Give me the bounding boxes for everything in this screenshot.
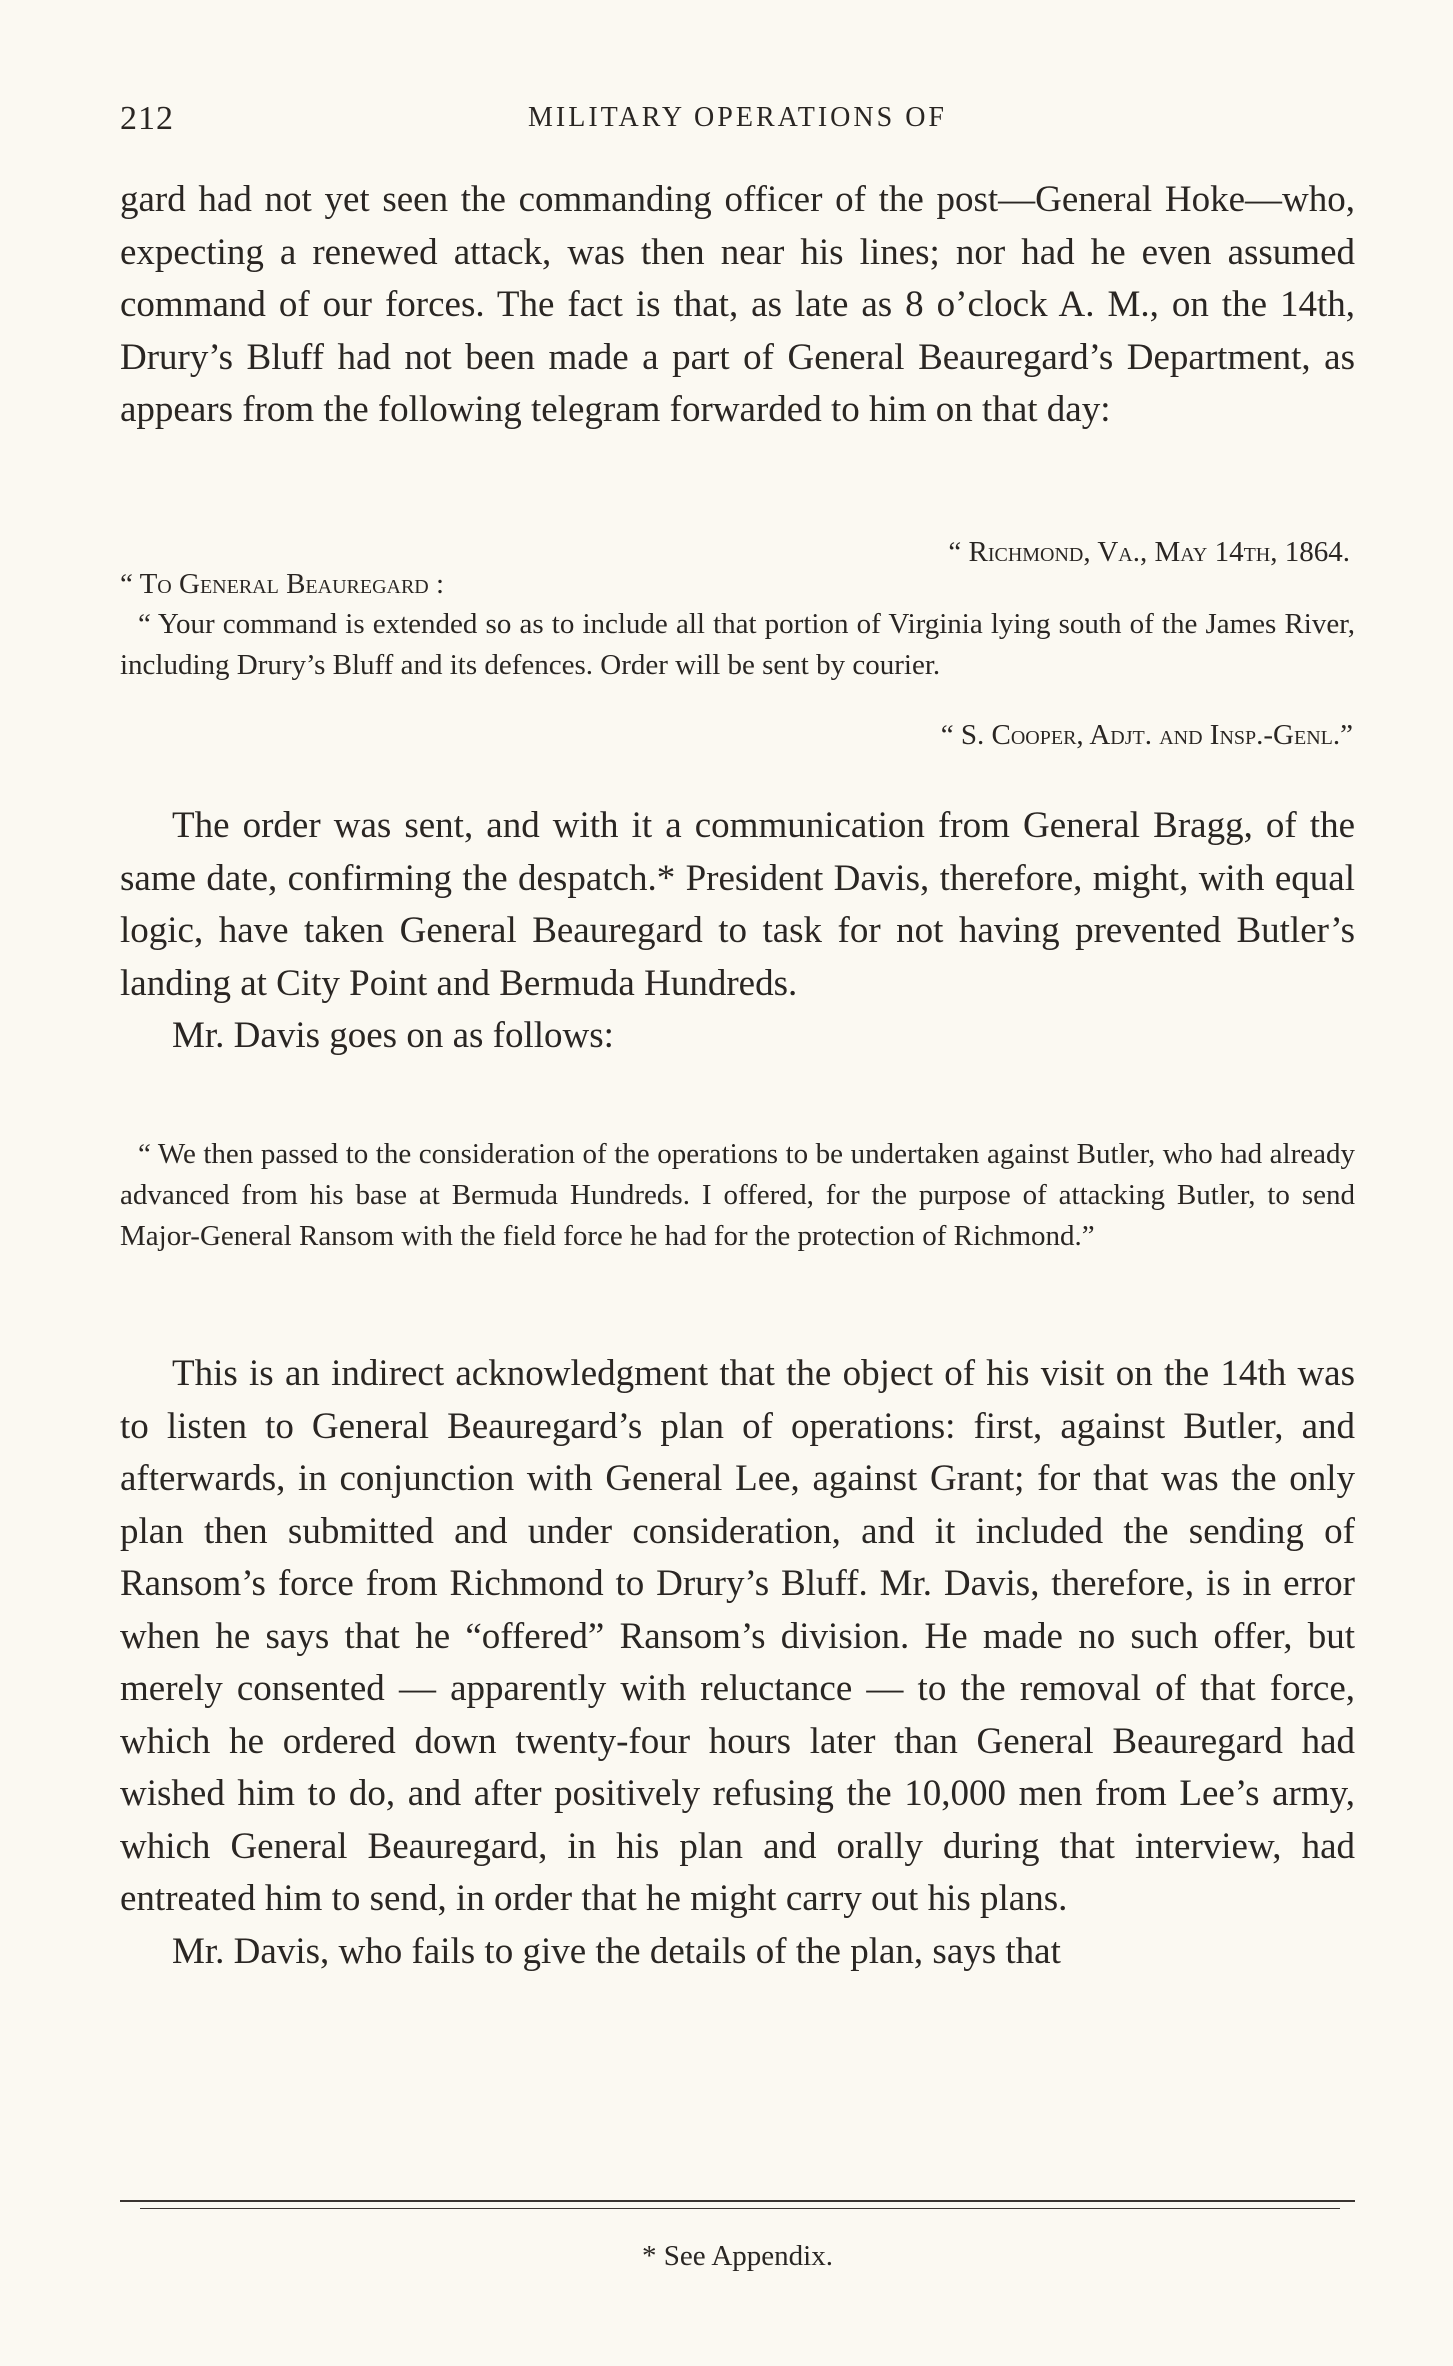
paragraph-text: This is an indirect acknowledgment that the object of his visit on the 14th was to listen to General Beauregard’s plan of operations: first, against Butler, and afterwards, in conjunction with General Lee, against Grant; for that was the only plan then submitted and under consideration, and it included the sending of Ransom’s force from Richmond to Drury’s Bluff. Mr. Davis, therefore, is in error when he says that he “offered” Ransom’s division. He made no such offer, but merely consented — apparently with reluctance — to the removal of that force, which he ordered down twenty-four hours later than General Beauregard had wished him to do, and after positively refusing the 10,000 men from Lee’s army, which General Beauregard, in his plan and orally during that interview, had entreated him to send, in order that he might carry out his plans. bbox=[120, 1353, 1355, 1919]
telegram-date-line: “ Richmond, Va., May 14th, 1864. bbox=[948, 536, 1350, 568]
telegram-addressee: “ To General Beauregard : bbox=[120, 568, 445, 600]
page-header bbox=[120, 100, 1355, 140]
body-paragraph-davis bbox=[120, 1010, 1355, 1063]
page-number: 212 bbox=[120, 100, 174, 137]
body-paragraph-acknowledgment bbox=[120, 1348, 1355, 1978]
paragraph-text: gard had not yet seen the commanding officer of the post—General Hoke—who, expecting a renewed attack, was then near his lines; nor had he even assumed command of our forces. The fact is that, as late as 8 o’clock A. M., on the 14th, Drury’s Bluff had not been made a part of General Beauregard’s Department, as appears from the following telegram forwarded to him on that day: bbox=[120, 179, 1355, 430]
footnote: * See Appendix. bbox=[642, 2240, 833, 2272]
quote-text: “ We then passed to the consideration of the operations to be undertaken against Butler, who had already advanced from his base at Bermuda Hundreds. I offered, for the purpose of attacking Butler, to send Major-General Ransom with the field force he had for the protection of Richmond.” bbox=[120, 1138, 1355, 1252]
telegram-signature: “ S. Cooper, Adjt. and Insp.-Genl.” bbox=[940, 719, 1353, 751]
paragraph-text: Mr. Davis goes on as follows: bbox=[172, 1015, 614, 1056]
telegram-text: “ Your command is extended so as to include all that portion of Virginia lying south of the James River, including Drury’s Bluff and its defences. Order will be sent by courier. bbox=[120, 608, 1355, 681]
block-quote bbox=[120, 1134, 1355, 1257]
paragraph-text-final: Mr. Davis, who fails to give the details of the plan, says that bbox=[172, 1930, 1061, 1972]
paragraph-text: The order was sent, and with it a communication from General Bragg, of the same date, confirming the despatch.* President Davis, therefore, might, with equal logic, have taken General Beauregard to task for not having prevented Butler’s landing at City Point and Bermuda Hundreds. bbox=[120, 805, 1355, 1004]
footnote-rule-thin bbox=[140, 2208, 1340, 2209]
body-paragraph-order bbox=[120, 800, 1355, 1010]
running-title: MILITARY OPERATIONS OF bbox=[528, 102, 947, 133]
footnote-rule bbox=[120, 2200, 1355, 2202]
telegram-body bbox=[120, 604, 1355, 686]
body-paragraph-opening bbox=[120, 174, 1355, 437]
